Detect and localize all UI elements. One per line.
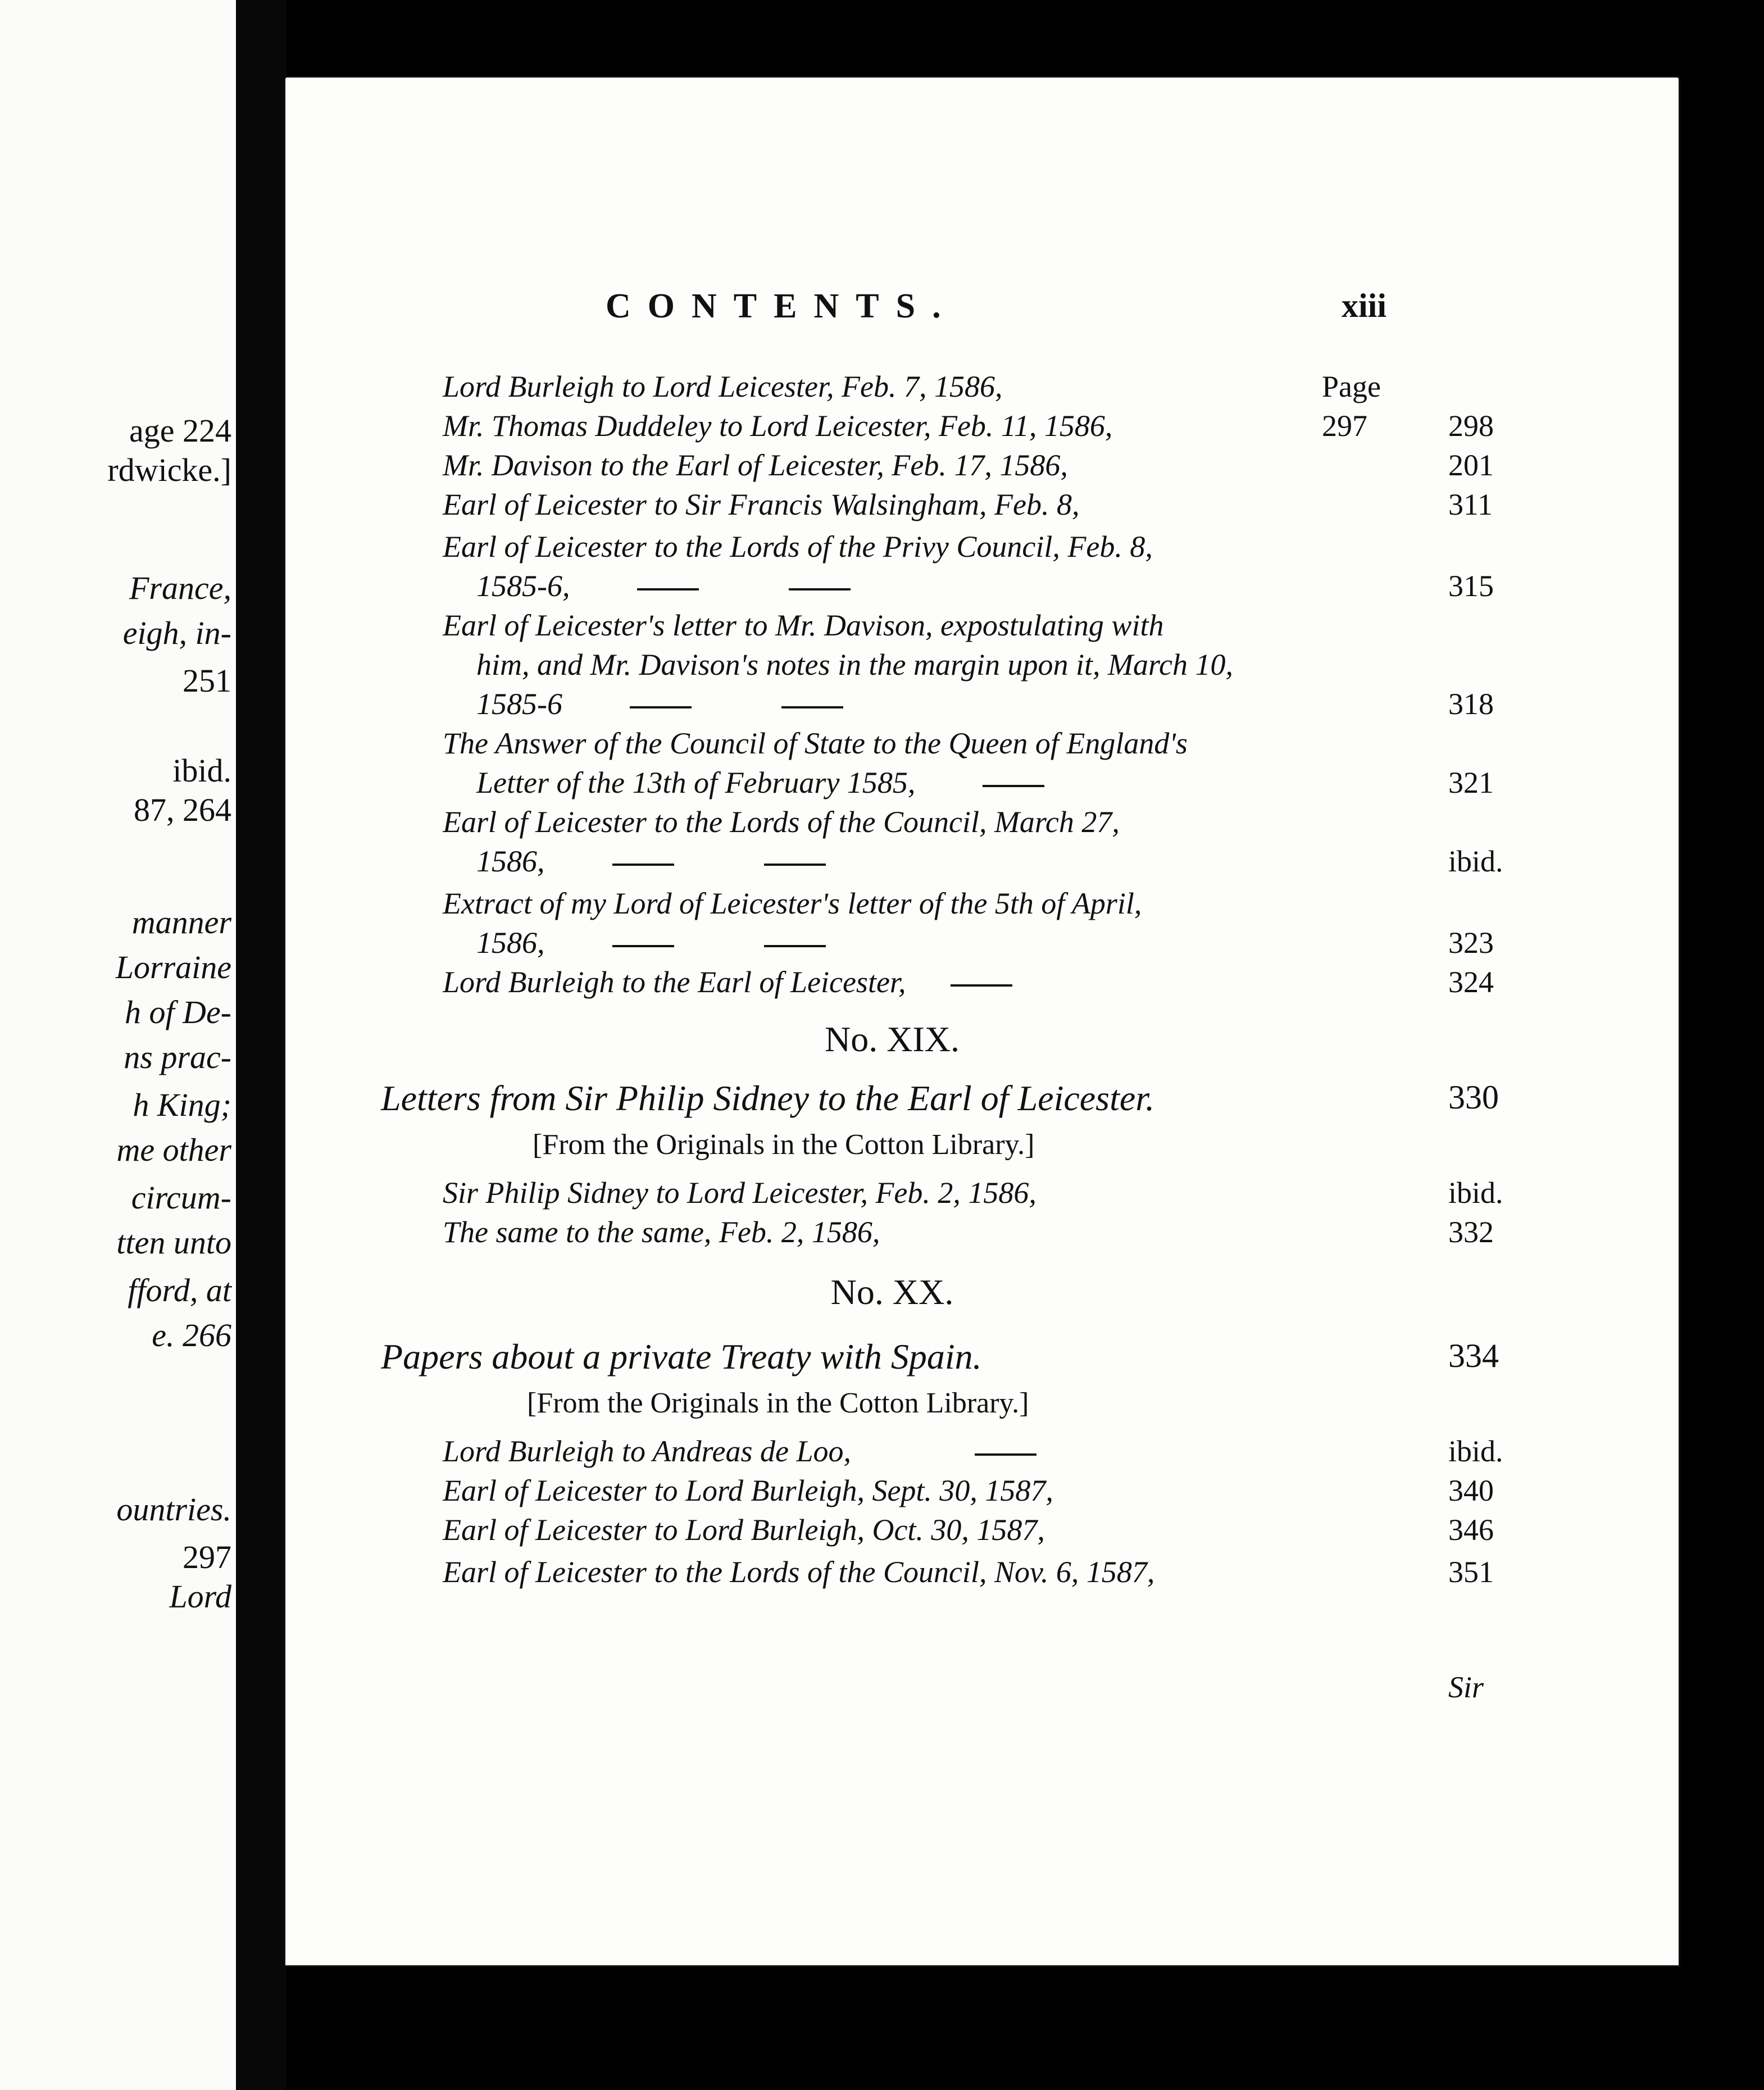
section-page-ref: 330 xyxy=(1448,1079,1499,1116)
left-page-line: 251 xyxy=(183,662,231,699)
leader-dash xyxy=(764,945,826,947)
toc-page-ref: 318 xyxy=(1448,687,1494,721)
left-page-line: 87, 264 xyxy=(134,792,231,828)
running-header xyxy=(285,287,1679,337)
toc-entry-text: Earl of Leicester to the Lords of the Council, March 27, xyxy=(443,805,1120,839)
toc-entry-text: Earl of Leicester to the Lords of the Council, Nov. 6, 1587, xyxy=(443,1555,1155,1589)
page-number: xiii xyxy=(1342,287,1387,324)
left-page-line: e. 266 xyxy=(152,1317,231,1353)
toc-entry xyxy=(443,962,1521,1002)
leader-dash xyxy=(612,864,674,866)
left-page-line: Lorraine xyxy=(115,949,231,985)
toc-entry-text: Extract of my Lord of Leicester's letter of the 5th of April, xyxy=(443,887,1142,920)
right-page xyxy=(284,76,1680,1967)
toc-entry-text: him, and Mr. Davison's notes in the margin upon it, March 10, xyxy=(476,648,1233,681)
toc-entry-text: 1585-6, xyxy=(476,569,570,603)
toc-entry xyxy=(443,1432,1521,1471)
left-page-line: circum- xyxy=(131,1179,231,1216)
toc-entry-text: 1586, xyxy=(476,844,545,878)
toc-entry xyxy=(443,1471,1521,1510)
toc-entry-text: Earl of Leicester to Lord Burleigh, Sept. 30, 1587, xyxy=(443,1474,1053,1507)
leader-dash xyxy=(975,1453,1036,1456)
toc-entry-text: Lord Burleigh to Lord Leicester, Feb. 7, 1586, xyxy=(443,370,1003,403)
toc-page-ref: 323 xyxy=(1448,926,1494,960)
toc-page-ref: 351 xyxy=(1448,1555,1494,1589)
toc-page-ref: 315 xyxy=(1448,569,1494,603)
toc-page-ref: ibid. xyxy=(1448,844,1503,878)
left-page-line: me other xyxy=(116,1132,231,1168)
catchword: Sir xyxy=(1448,1670,1484,1704)
left-page-line: tten unto xyxy=(116,1224,231,1261)
toc-entry xyxy=(443,527,1521,606)
toc-page-ref: 332 xyxy=(1448,1215,1494,1249)
section-title: Letters from Sir Philip Sidney to the Earl of Leicester. xyxy=(381,1078,1155,1118)
toc-entry-text: Sir Philip Sidney to Lord Leicester, Feb. 2, 1586, xyxy=(443,1176,1036,1210)
toc-entry-text: Earl of Leicester to Sir Francis Walsingham, Feb. 8, xyxy=(443,488,1080,521)
left-page-line: eigh, in- xyxy=(122,615,231,651)
toc-entry-text: The Answer of the Council of State to the Queen of England's xyxy=(443,726,1188,760)
toc-entry xyxy=(443,1552,1521,1592)
left-page-line: France, xyxy=(129,570,231,606)
leader-dash xyxy=(630,706,692,708)
toc-entry-text: 1585-6 xyxy=(476,687,562,721)
toc-entry xyxy=(443,1212,1521,1252)
left-page-line: rdwicke.] xyxy=(107,452,231,488)
section-title: Papers about a private Treaty with Spain. xyxy=(381,1337,982,1376)
toc-page-ref: Page 297 xyxy=(1322,370,1381,443)
left-page-line: manner xyxy=(131,904,231,940)
toc-page-ref: 324 xyxy=(1448,965,1494,999)
leader-dash xyxy=(951,984,1012,987)
leader-dash xyxy=(789,588,851,590)
toc-entry-text: Lord Burleigh to Andreas de Loo, xyxy=(443,1434,852,1468)
toc-page-ref: 346 xyxy=(1448,1513,1494,1547)
left-page-line: age 224 xyxy=(129,412,231,449)
leader-dash xyxy=(764,864,826,866)
left-page-line: h of De- xyxy=(124,994,231,1030)
left-page-line: ibid. xyxy=(172,752,231,789)
toc-entry xyxy=(443,485,1521,524)
toc-entry xyxy=(443,406,1521,446)
toc-page-ref: ibid. xyxy=(1448,1176,1503,1210)
toc-page-ref: 201 xyxy=(1448,448,1494,482)
left-page-line: h King; xyxy=(133,1087,231,1123)
toc-entry-text: Letter of the 13th of February 1585, xyxy=(476,766,916,799)
toc-page-ref: 321 xyxy=(1448,766,1494,799)
toc-entry-text: Earl of Leicester's letter to Mr. Davison, expostulating with xyxy=(443,608,1164,642)
toc-entry xyxy=(443,802,1521,881)
section-source-note: [From the Originals in the Cotton Library.] xyxy=(527,1387,1029,1419)
toc-entry xyxy=(443,884,1521,962)
toc-entry-text: Mr. Thomas Duddeley to Lord Leicester, Feb. 11, 1586, xyxy=(443,409,1113,443)
toc-entry xyxy=(443,724,1521,802)
left-page-line: 297 xyxy=(183,1539,231,1575)
toc-page-ref: 311 xyxy=(1448,488,1493,521)
toc-entry-text: Lord Burleigh to the Earl of Leicester, xyxy=(443,965,906,999)
toc-entry-text: Earl of Leicester to Lord Burleigh, Oct. 30, 1587, xyxy=(443,1513,1045,1547)
section-number: No. XIX. xyxy=(825,1019,960,1059)
toc-entry-text: The same to the same, Feb. 2, 1586, xyxy=(443,1215,880,1249)
toc-page-ref: 298 xyxy=(1448,409,1494,443)
section-number: No. XX. xyxy=(830,1272,954,1312)
toc-page-ref: 340 xyxy=(1448,1474,1494,1507)
left-page-line: ns prac- xyxy=(124,1039,231,1075)
toc-entry xyxy=(443,1173,1521,1212)
left-page-line: Lord xyxy=(169,1578,231,1615)
page-edge-shadow xyxy=(1677,76,1764,2090)
left-page-line: ountries. xyxy=(116,1491,231,1528)
left-page-line: fford, at xyxy=(128,1272,231,1308)
toc-entry xyxy=(443,446,1521,485)
page-title: CONTENTS. xyxy=(606,287,958,325)
section-page-ref: 334 xyxy=(1448,1337,1499,1374)
toc-entry-text: Mr. Davison to the Earl of Leicester, Feb. 17, 1586, xyxy=(443,448,1068,482)
leader-dash xyxy=(612,945,674,947)
leader-dash xyxy=(637,588,699,590)
leader-dash xyxy=(781,706,843,708)
toc-entry xyxy=(443,1510,1521,1550)
toc-entry-text: 1586, xyxy=(476,926,545,960)
section-source-note: [From the Originals in the Cotton Library.] xyxy=(533,1129,1035,1161)
leader-dash xyxy=(983,785,1044,787)
toc-entry xyxy=(443,606,1521,724)
toc-entry-text: Earl of Leicester to the Lords of the Privy Council, Feb. 8, xyxy=(443,530,1153,564)
toc-page-ref: ibid. xyxy=(1448,1434,1503,1468)
